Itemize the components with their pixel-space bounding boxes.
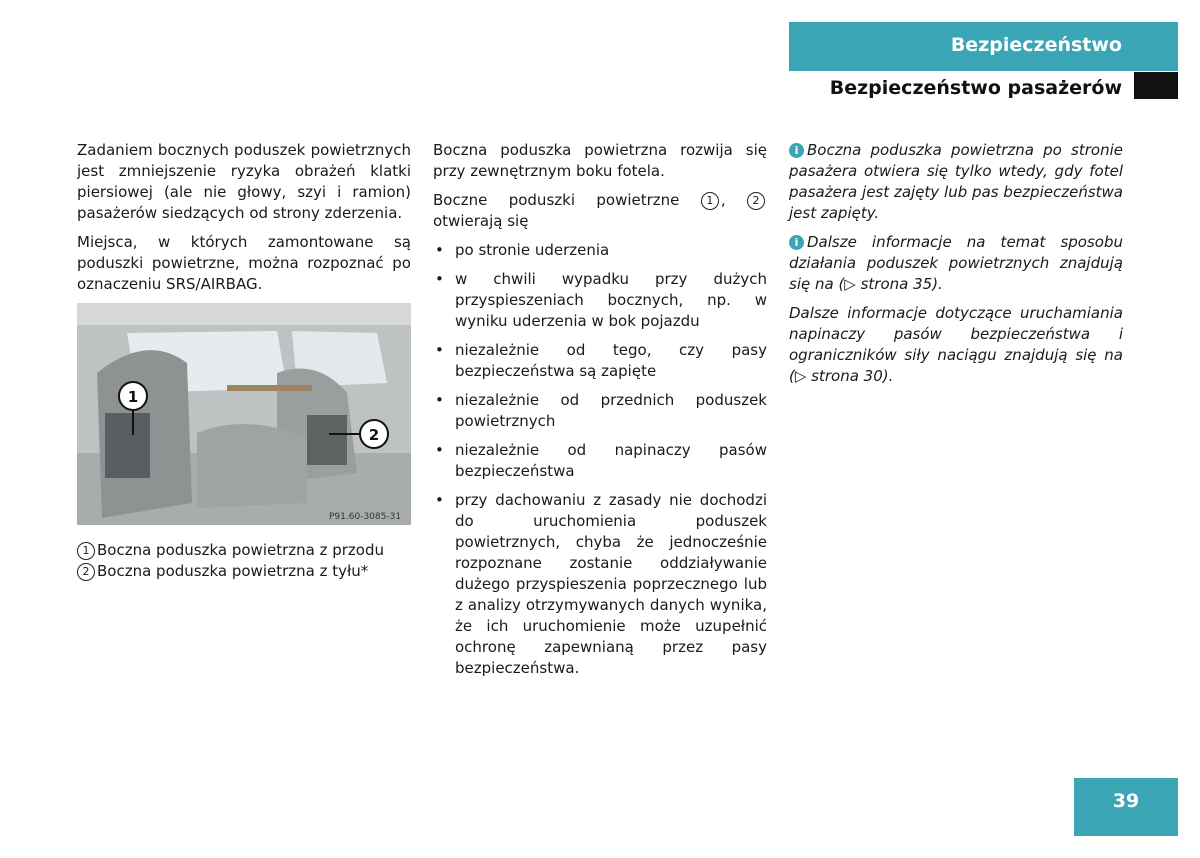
callout-1: 1 [127,388,139,406]
info-icon: i [789,143,804,158]
info-note: i Boczna poduszka powietrzna po stronie pasażera otwiera się tylko wtedy, gdy fotel pasażera jest zajęty lub pas bezpieczeństwa jest zapięty. [789,141,1123,222]
subsection-marker [1134,72,1178,99]
photo-code: P91.60-3085-31 [329,512,402,522]
paragraph: Zadaniem bocznych poduszek powietrznych jest zmniejszenie ryzyka obrażeń klatki piersiowej (ale nie głowy, szyi i ramion) pasażerów siedzących od strony zderzenia. [77,141,411,222]
number-badge: 2 [747,192,765,210]
subsection-title: Bezpieczeństwo pasażerów [829,77,1122,99]
list-item: • w chwili wypadku przy dużych przyspieszeniach bocznych, np. w wyniku uderzenia w bok pojazdu [433,269,767,332]
number-badge: 1 [77,542,95,560]
number-badge: 1 [701,192,719,210]
list-item: • niezależnie od napinaczy pasów bezpieczeństwa [433,440,767,482]
paragraph: Boczna poduszka powietrzna rozwija się przy zewnętrznym boku fotela. [433,141,767,180]
bullet-list [433,240,767,679]
column-right [789,140,1123,395]
section-title: Bezpieczeństwo [950,34,1122,56]
number-badge: 2 [77,563,95,581]
column-left [77,140,411,303]
caption-front: 1 Boczna poduszka powietrzna z przodu [77,540,384,561]
paragraph: Dalsze informacje dotyczące uruchamiania napinaczy pasów bezpieczeństwa i ograniczników siły naciągu znajdują się na (▷ strona 30). [789,304,1123,385]
list-item: • po stronie uderzenia [433,240,767,261]
info-icon: i [789,235,804,250]
section-header-bar [789,22,1178,71]
paragraph: Boczne poduszki powietrzne 1 , 2 otwierają się [433,190,767,232]
photo-captions [77,540,384,582]
paragraph: Miejsca, w których zamontowane są poduszki powietrzne, można rozpoznać po oznaczeniu SRS/AIRBAG. [77,233,411,293]
caption-rear: 2 Boczna poduszka powietrzna z tyłu* [77,561,384,582]
callout-2: 2 [368,426,380,444]
list-item: • przy dachowaniu z zasady nie dochodzi do uruchomienia poduszek powietrznych, chyba że jednocześnie rozpoznane zostanie oddziaływanie dużego przyspieszenia poprzecznego lub z analizy otrzymywanych danych wynika, że ich uruchomienie może uzupełnić ochronę zapewnianą przez pasy bezpieczeństwa. [433,490,767,679]
page-number-box [1074,778,1178,836]
list-item: • niezależnie od przednich poduszek powietrznych [433,390,767,432]
column-middle [433,140,767,687]
list-item: • niezależnie od tego, czy pasy bezpieczeństwa są zapięte [433,340,767,382]
page-number: 39 [1112,790,1140,812]
info-note: i Dalsze informacje na temat sposobu działania poduszek powietrznych znajdują się na (▷ strona 35). [789,233,1123,293]
car-interior-photo [77,303,411,525]
